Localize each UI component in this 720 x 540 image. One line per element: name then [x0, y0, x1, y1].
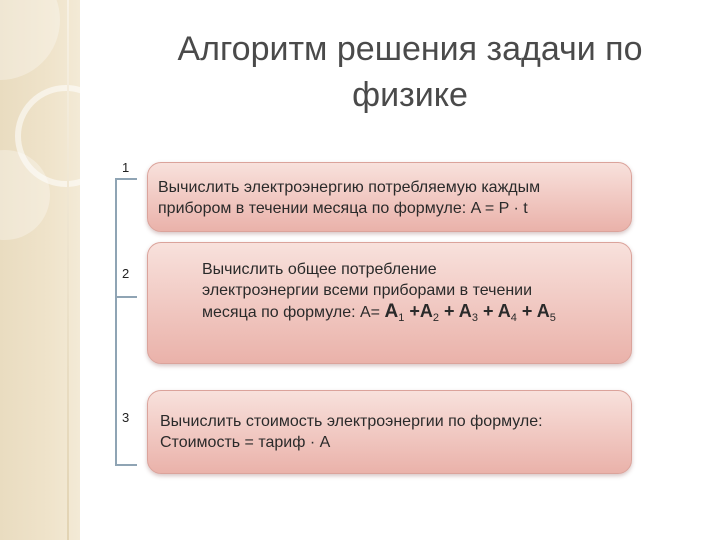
formula-term: A — [384, 301, 399, 322]
step-box-1 — [147, 162, 632, 232]
step-line: Вычислить электроэнергию потребляемую каждым — [158, 179, 541, 196]
slide-title: Алгоритм решения задачи по физике — [177, 30, 643, 114]
formula-subscript: 4 — [510, 312, 517, 325]
step-line: Вычислить стоимость электроэнергии по формуле: — [160, 413, 543, 430]
bracket-tick — [115, 178, 137, 180]
decorative-circle — [0, 0, 60, 80]
formula-prefix: месяца по формуле: A= — [202, 304, 385, 321]
formula-term: + A — [516, 301, 550, 321]
step-box-3 — [147, 390, 632, 474]
formula-subscript: 3 — [471, 312, 478, 325]
formula-subscript: 5 — [549, 312, 556, 325]
steps-bracket — [115, 178, 117, 466]
formula-subscript: 1 — [398, 312, 405, 325]
formula-term: + A — [477, 301, 511, 321]
bracket-tick — [115, 296, 137, 298]
step-line: электроэнергии всеми приборами в течении — [202, 282, 533, 299]
step-line: Вычислить общее потребление — [202, 261, 437, 278]
step-number: 1 — [122, 160, 130, 175]
bracket-tick — [115, 464, 137, 466]
step-text — [158, 177, 540, 219]
step-line: прибором в течении месяца по формуле: A = P · t — [158, 200, 528, 217]
step-line: Стоимость = тариф · A — [160, 434, 331, 451]
formula-line — [202, 301, 556, 329]
step-text — [202, 259, 556, 329]
decorative-vertical-line — [67, 0, 69, 540]
formula-term: +A — [404, 301, 433, 321]
step-text — [160, 411, 543, 453]
step-box-2 — [147, 242, 632, 364]
formula-term: + A — [438, 301, 472, 321]
step-number: 2 — [122, 266, 130, 281]
step-number: 3 — [122, 410, 130, 425]
formula-subscript: 2 — [432, 312, 439, 325]
